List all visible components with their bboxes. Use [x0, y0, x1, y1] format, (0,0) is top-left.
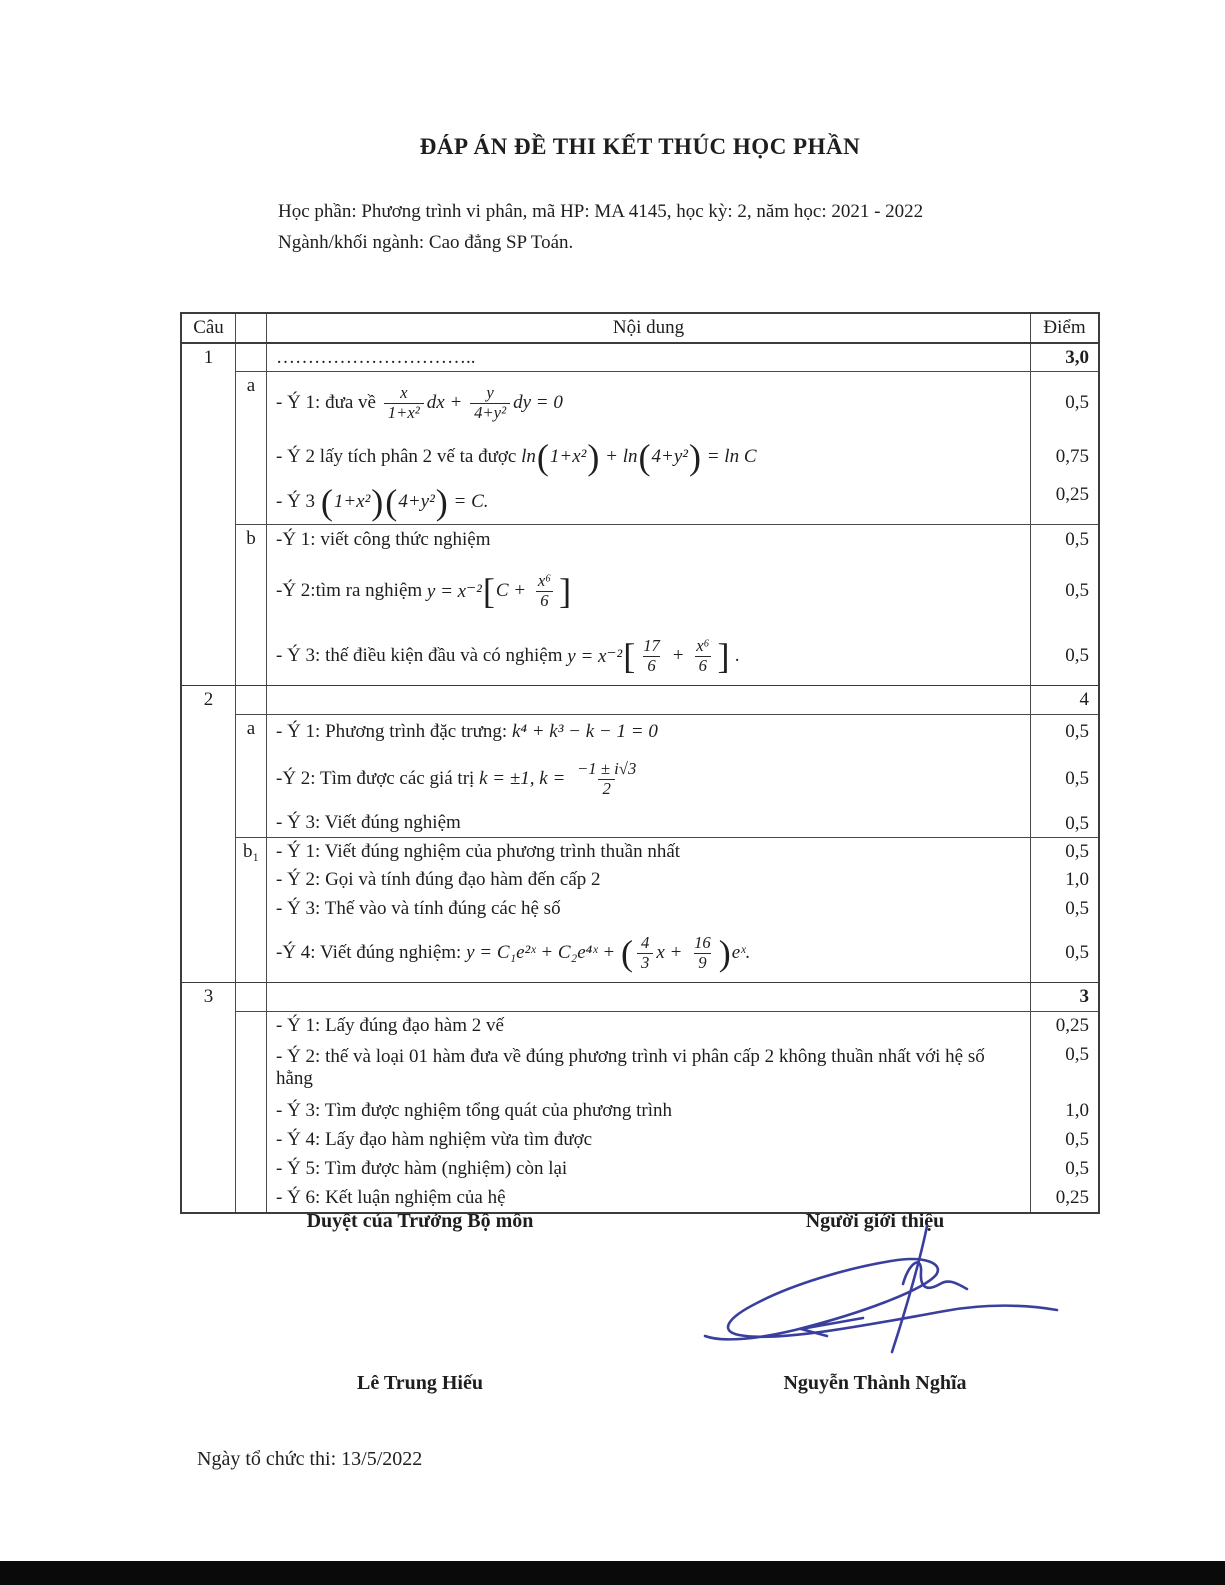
question-number: 3: [182, 983, 236, 1212]
answer-line-content: - Ý 2: Gọi và tính đúng đạo hàm đến cấp 2: [276, 869, 601, 890]
question-1-block: [182, 344, 1098, 685]
answer-line-content: - Ý 3: Viết đúng nghiệm: [276, 812, 461, 833]
sub-question-label: [236, 983, 267, 1011]
points-value: 0,5: [1030, 924, 1098, 982]
course-info: [278, 196, 1108, 258]
answer-line-content: - Ý 6: Kết luận nghiệm của hệ: [276, 1187, 506, 1208]
sub-question-label: [236, 344, 267, 371]
points-value: 0,5: [1030, 1040, 1098, 1096]
sub-question-label: b: [236, 525, 267, 685]
points-value: 0,5: [1030, 894, 1098, 924]
points-value: 0,25: [1030, 1184, 1098, 1212]
points-value: 0,25: [1030, 480, 1098, 524]
points-value: 0,5: [1030, 555, 1098, 627]
sub-question-label: [236, 1012, 267, 1212]
answer-line-content: …………………………..: [276, 346, 476, 368]
sub-question-label: b₁: [236, 838, 267, 982]
points-value: 0,5: [1030, 627, 1098, 685]
answer-line-content: - Ý 3: Thế vào và tính đúng các hệ số: [276, 898, 561, 919]
answer-line-content: - Ý 5: Tìm được hàm (nghiệm) còn lại: [276, 1158, 568, 1179]
approver-role-label: Duyệt của Trưởng Bộ môn: [306, 1210, 534, 1232]
points-value: 0,5: [1030, 809, 1098, 837]
column-header-sub: [236, 314, 267, 342]
sub-question-label: a: [236, 372, 267, 524]
course-info-line-2: Ngành/khối ngành: Cao đẳng SP Toán.: [278, 232, 574, 253]
sub-question-label: a: [236, 715, 267, 837]
points-value: 0,5: [1030, 525, 1098, 555]
points-value: 0,5: [1030, 1154, 1098, 1184]
answer-line-content: -Ý 2: Tìm được các giá trị k = ±1, k = $\frac{-1 \pm i√3}{2}$: [276, 759, 637, 798]
answer-line-content: - Ý 2 lấy tích phân 2 vế ta được ln ( 1+x² ) + ln ( 4+y² ) = ln C: [276, 436, 757, 477]
page-title: ĐÁP ÁN ĐỀ THI KẾT THÚC HỌC PHẦN: [419, 134, 861, 159]
question-1-total-row: [236, 344, 1098, 371]
answer-line-content: - Ý 1: Lấy đúng đạo hàm 2 vế: [276, 1015, 504, 1036]
points-value: 0,5: [1030, 838, 1098, 866]
points-value: 1,0: [1030, 866, 1098, 894]
signature-image: [695, 1222, 1065, 1372]
question-3-content-row: [236, 1011, 1098, 1212]
column-header-noidung: Nội dung: [612, 317, 685, 338]
answer-line-content: - Ý 3: Tìm được nghiệm tổng quát của phương trình: [276, 1100, 673, 1121]
column-header-diem: Điểm: [1030, 314, 1098, 342]
question-number: 1: [182, 344, 236, 685]
answer-line-content: [267, 983, 1030, 1011]
answer-line-content: - Ý 3: thế điều kiện đầu và có nghiệm y = x⁻² [ 17 6 + $\frac{\text{x⁶}}{6}$ ] .: [276, 635, 740, 676]
table-header-row: [182, 314, 1098, 344]
introducer-name: Nguyễn Thành Nghĩa: [783, 1372, 967, 1394]
question-number: 2: [182, 686, 236, 982]
answer-line-content: - Ý 2: thế và loại 01 hàm đưa về đúng phương trình vi phân cấp 2 không thuần nhất với hệ số hằng: [276, 1046, 990, 1089]
scan-artifact-bar: [0, 1561, 1225, 1585]
question-2-total-row: [236, 686, 1098, 714]
points-value: 0,75: [1030, 434, 1098, 480]
points-value: 1,0: [1030, 1096, 1098, 1126]
answer-line-content: -Ý 4: Viết đúng nghiệm: y = C₁e²ˣ + C₂e⁴ˣ + ( 4 3 x + $\frac{16}{9}$ ) eˣ.: [276, 932, 751, 973]
column-header-cau: Câu: [182, 314, 236, 342]
points-value: 4: [1030, 686, 1098, 714]
points-value: 0,5: [1030, 749, 1098, 809]
points-value: 0,5: [1030, 715, 1098, 749]
points-value: 0,5: [1030, 1126, 1098, 1154]
question-1b-row: [236, 524, 1098, 685]
course-info-line-1: Học phần: Phương trình vi phân, mã HP: MA 4145, học kỳ: 2, năm học: 2021 - 2022: [278, 201, 924, 222]
question-1a-row: [236, 371, 1098, 524]
answer-line-content: - Ý 1: Phương trình đặc trưng: k⁴ + k³ − k − 1 = 0: [276, 721, 658, 742]
question-3-block: [182, 982, 1098, 1212]
answer-line-content: - Ý 3 ( 1+x² ) ( 4+y² ) = C.: [276, 481, 489, 522]
question-2a-row: [236, 714, 1098, 837]
points-value: 0,5: [1030, 372, 1098, 434]
answer-table: [180, 312, 1100, 1214]
answer-line-content: - Ý 1: đưa về x 1+x² dx + $\frac{y}{\text{4+y²}}$ dy = 0: [276, 383, 563, 422]
sub-question-label: [236, 686, 267, 714]
question-2b-row: [236, 837, 1098, 982]
points-value: 3: [1030, 983, 1098, 1011]
answer-line-content: -Ý 1: viết công thức nghiệm: [276, 529, 491, 550]
approver-name: Lê Trung Hiếu: [357, 1372, 483, 1394]
answer-line-content: [267, 686, 1030, 714]
introducer-role-label: Người giới thiệu: [805, 1210, 945, 1232]
question-3-total-row: [236, 983, 1098, 1011]
points-value: 0,25: [1030, 1012, 1098, 1040]
question-2-block: [182, 685, 1098, 982]
exam-date: Ngày tổ chức thi: 13/5/2022: [197, 1448, 423, 1470]
answer-line-content: -Ý 2:tìm ra nghiệm y = x⁻² [ C + $\frac{\text{x⁶}}{6}$ ]: [276, 570, 572, 611]
answer-line-content: - Ý 1: Viết đúng nghiệm của phương trình thuần nhất: [276, 841, 681, 862]
points-value: 3,0: [1030, 344, 1098, 371]
answer-line-content: - Ý 4: Lấy đạo hàm nghiệm vừa tìm được: [276, 1129, 593, 1150]
